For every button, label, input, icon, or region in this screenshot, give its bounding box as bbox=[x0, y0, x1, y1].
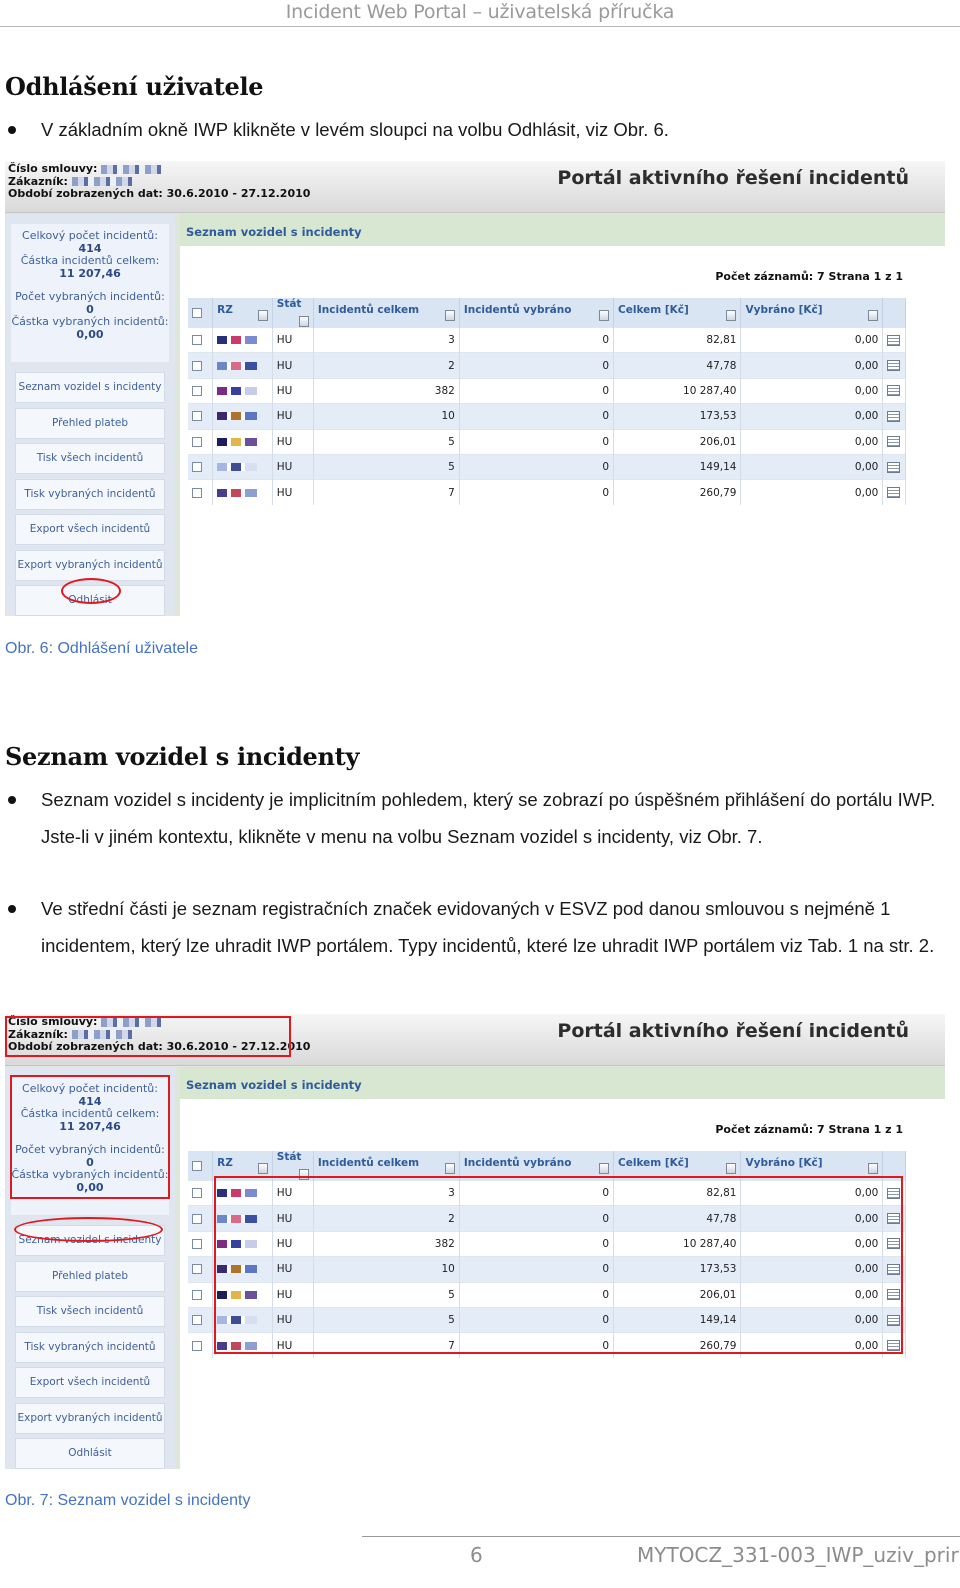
menu-export-all[interactable]: Export všech incidentů bbox=[15, 1367, 165, 1398]
detail-icon[interactable] bbox=[887, 360, 900, 371]
selected-czk-cell: 0,00 bbox=[741, 454, 883, 479]
row-select-cell bbox=[188, 378, 213, 403]
incidents-total-cell: 10 bbox=[313, 1257, 459, 1282]
detail-cell bbox=[883, 378, 906, 403]
col-incidents-selected[interactable] bbox=[459, 298, 613, 328]
masked-plate bbox=[217, 489, 257, 497]
detail-icon[interactable] bbox=[887, 436, 900, 447]
masked-value bbox=[101, 165, 161, 174]
column-label: Celkem [Kč] bbox=[618, 1157, 689, 1169]
selected-czk-cell: 0,00 bbox=[741, 1333, 883, 1358]
state-cell: HU bbox=[272, 429, 313, 454]
incidents-total-cell: 382 bbox=[313, 1231, 459, 1256]
state-cell: HU bbox=[272, 1333, 313, 1358]
selected-czk-cell: 0,00 bbox=[741, 328, 883, 353]
bullet-marker bbox=[8, 126, 16, 134]
col-state[interactable] bbox=[272, 298, 313, 328]
bullet-marker bbox=[8, 796, 16, 804]
incidents-selected-cell: 0 bbox=[459, 454, 613, 479]
row-checkbox[interactable] bbox=[192, 1315, 202, 1325]
row-checkbox[interactable] bbox=[192, 1188, 202, 1198]
selected-amount: 0,00 bbox=[76, 327, 104, 341]
total-amount: 11 207,46 bbox=[59, 1119, 121, 1133]
row-checkbox[interactable] bbox=[192, 437, 202, 447]
state-cell: HU bbox=[272, 1257, 313, 1282]
masked-value bbox=[72, 177, 132, 186]
row-select-cell bbox=[188, 404, 213, 429]
sort-icon[interactable] bbox=[726, 1163, 736, 1174]
selected-count: 0 bbox=[86, 302, 94, 316]
total-czk-cell: 206,01 bbox=[614, 429, 741, 454]
total-amount-label: Částka incidentů celkem: bbox=[20, 1107, 160, 1120]
incidents-total-cell: 10 bbox=[313, 404, 459, 429]
total-amount-label: Částka incidentů celkem: bbox=[20, 254, 160, 267]
state-cell: HU bbox=[272, 1231, 313, 1256]
vehicle-table bbox=[188, 298, 906, 505]
records-info: Počet záznamů: 7 Strana 1 z 1 bbox=[715, 1123, 903, 1136]
column-label: RZ bbox=[217, 304, 233, 316]
detail-icon[interactable] bbox=[887, 335, 900, 346]
row-select-cell bbox=[188, 328, 213, 353]
sort-icon[interactable] bbox=[599, 310, 609, 321]
highlight-table-rows bbox=[214, 1176, 903, 1354]
sort-icon[interactable] bbox=[726, 310, 736, 321]
incidents-total-cell: 382 bbox=[313, 378, 459, 403]
rz-cell bbox=[213, 404, 273, 429]
column-label: Stát bbox=[276, 298, 302, 310]
masked-plate bbox=[217, 336, 257, 344]
masked-plate bbox=[217, 438, 257, 446]
state-cell: HU bbox=[272, 353, 313, 378]
incidents-selected-cell: 0 bbox=[459, 1231, 613, 1256]
masked-plate bbox=[217, 463, 257, 471]
detail-icon[interactable] bbox=[887, 411, 900, 422]
highlight-summary bbox=[10, 1075, 170, 1199]
total-count: 414 bbox=[78, 241, 102, 255]
incidents-selected-cell: 0 bbox=[459, 378, 613, 403]
tab-vehicle-list[interactable]: Seznam vozidel s incidenty bbox=[186, 1078, 362, 1092]
row-checkbox[interactable] bbox=[192, 1341, 202, 1351]
selected-amount-label: Částka vybraných incidentů: bbox=[11, 315, 169, 328]
section-heading-vehicle-list: Seznam vozidel s incidenty bbox=[5, 742, 360, 771]
row-checkbox[interactable] bbox=[192, 1290, 202, 1300]
column-label: Incidentů vybráno bbox=[463, 1157, 572, 1169]
highlight-contract-info bbox=[5, 1016, 291, 1057]
menu-vehicle-list[interactable]: Seznam vozidel s incidenty bbox=[15, 1225, 165, 1256]
masked-plate bbox=[217, 387, 257, 395]
menu-print-selected[interactable]: Tisk vybraných incidentů bbox=[15, 1332, 165, 1363]
col-incidents-total[interactable] bbox=[313, 298, 459, 328]
selected-czk-cell: 0,00 bbox=[741, 1181, 883, 1206]
incidents-selected-cell: 0 bbox=[459, 1257, 613, 1282]
total-czk-cell: 206,01 bbox=[614, 1282, 741, 1307]
highlight-menu-vehicle-list bbox=[14, 1217, 163, 1242]
table-row[interactable] bbox=[188, 328, 906, 353]
menu-payments[interactable]: Přehled plateb bbox=[15, 408, 165, 439]
bullet-marker bbox=[8, 905, 16, 913]
page-number: 6 bbox=[470, 1543, 483, 1567]
state-cell: HU bbox=[272, 454, 313, 479]
select-all-checkbox[interactable] bbox=[192, 1161, 202, 1171]
row-checkbox[interactable] bbox=[192, 488, 202, 498]
customer-label: Zákazník: bbox=[8, 174, 68, 188]
sort-icon[interactable] bbox=[599, 1163, 609, 1174]
screenshot-vehicle-list bbox=[5, 1014, 945, 1469]
menu-payments[interactable]: Přehled plateb bbox=[15, 1261, 165, 1292]
selected-count-label: Počet vybraných incidentů: bbox=[15, 1143, 165, 1156]
actions-header bbox=[883, 298, 906, 328]
row-checkbox[interactable] bbox=[192, 1264, 202, 1274]
col-selected-czk[interactable] bbox=[741, 298, 883, 328]
selected-czk-cell: 0,00 bbox=[741, 480, 883, 505]
column-label: Stát bbox=[276, 1151, 302, 1163]
row-select-cell bbox=[188, 1231, 213, 1256]
menu-logout[interactable]: Odhlásit bbox=[15, 1438, 165, 1469]
sort-icon[interactable] bbox=[868, 1163, 878, 1174]
rz-cell bbox=[213, 378, 273, 403]
select-all-cell bbox=[188, 1151, 213, 1181]
period-label: Období zobrazených dat: bbox=[8, 1040, 163, 1053]
total-czk-cell: 47,78 bbox=[614, 1206, 741, 1231]
state-cell: HU bbox=[272, 328, 313, 353]
table-row[interactable] bbox=[188, 404, 906, 429]
total-czk-cell: 173,53 bbox=[614, 1257, 741, 1282]
incidents-total-cell: 2 bbox=[313, 353, 459, 378]
incidents-total-cell: 2 bbox=[313, 1206, 459, 1231]
state-cell: HU bbox=[272, 1206, 313, 1231]
detail-icon[interactable] bbox=[887, 385, 900, 396]
menu-print-all[interactable]: Tisk všech incidentů bbox=[15, 443, 165, 474]
state-cell: HU bbox=[272, 404, 313, 429]
row-select-cell bbox=[188, 454, 213, 479]
contract-info bbox=[8, 163, 310, 201]
rz-cell bbox=[213, 480, 273, 505]
running-header: Incident Web Portal – uživatelská příručka bbox=[0, 0, 960, 27]
incidents-selected-cell: 0 bbox=[459, 480, 613, 505]
incident-summary bbox=[11, 224, 169, 362]
total-czk-cell: 149,14 bbox=[614, 1307, 741, 1332]
menu-logout[interactable]: Odhlásit bbox=[15, 585, 165, 616]
total-czk-cell: 149,14 bbox=[614, 454, 741, 479]
incidents-total-cell: 3 bbox=[313, 328, 459, 353]
detail-icon[interactable] bbox=[887, 487, 900, 498]
detail-cell bbox=[883, 429, 906, 454]
state-cell: HU bbox=[272, 1181, 313, 1206]
column-label: Vybráno [Kč] bbox=[745, 304, 823, 316]
row-select-cell bbox=[188, 1333, 213, 1358]
incidents-selected-cell: 0 bbox=[459, 1181, 613, 1206]
document-id: MYTOCZ_331-003_IWP_uziv_prir bbox=[637, 1543, 959, 1567]
table-row[interactable] bbox=[188, 454, 906, 479]
selected-czk-cell: 0,00 bbox=[741, 1206, 883, 1231]
incidents-selected-cell: 0 bbox=[459, 404, 613, 429]
period-value: 30.6.2010 - 27.12.2010 bbox=[166, 187, 311, 200]
incidents-total-cell: 7 bbox=[313, 1333, 459, 1358]
col-total-czk[interactable] bbox=[614, 298, 741, 328]
masked-plate bbox=[217, 362, 257, 370]
row-checkbox[interactable] bbox=[192, 386, 202, 396]
contract-label: Číslo smlouvy: bbox=[8, 1015, 98, 1028]
sort-icon[interactable] bbox=[445, 310, 455, 321]
incidents-selected-cell: 0 bbox=[459, 1333, 613, 1358]
selected-count-label: Počet vybraných incidentů: bbox=[15, 290, 165, 303]
total-count-label: Celkový počet incidentů: bbox=[22, 229, 158, 242]
menu-export-selected[interactable]: Export vybraných incidentů bbox=[15, 550, 165, 581]
row-select-cell bbox=[188, 1307, 213, 1332]
selected-count: 0 bbox=[86, 1155, 94, 1169]
customer-label: Zákazník: bbox=[8, 1027, 68, 1041]
vehicle-list-paragraph-2: Ve střední části je seznam registračních značek evidovaných v ESVZ pod danou smlouvou s nejméně 1 incidentem, který lze uhradit IWP portálem. Typy incidentů, které lze uhradit IWP portálem viz Tab. 1 na str. 2. bbox=[41, 898, 935, 956]
incidents-selected-cell: 0 bbox=[459, 328, 613, 353]
state-cell: HU bbox=[272, 1307, 313, 1332]
portal-title: Portál aktivního řešení incidentů bbox=[557, 1020, 909, 1042]
menu-print-selected[interactable]: Tisk vybraných incidentů bbox=[15, 479, 165, 510]
detail-cell bbox=[883, 328, 906, 353]
menu-print-all[interactable]: Tisk všech incidentů bbox=[15, 1296, 165, 1327]
tab-bar bbox=[180, 1067, 945, 1099]
selected-czk-cell: 0,00 bbox=[741, 1257, 883, 1282]
records-info: Počet záznamů: 7 Strana 1 z 1 bbox=[715, 270, 903, 283]
masked-plate bbox=[217, 412, 257, 420]
column-label: Incidentů celkem bbox=[317, 1157, 420, 1169]
total-count-label: Celkový počet incidentů: bbox=[22, 1082, 158, 1095]
total-czk-cell: 82,81 bbox=[614, 1181, 741, 1206]
row-checkbox[interactable] bbox=[192, 335, 202, 345]
total-czk-cell: 260,79 bbox=[614, 1333, 741, 1358]
table-row[interactable] bbox=[188, 480, 906, 505]
table-row[interactable] bbox=[188, 353, 906, 378]
contract-label: Číslo smlouvy: bbox=[8, 162, 98, 175]
sort-icon[interactable] bbox=[445, 1163, 455, 1174]
total-amount: 11 207,46 bbox=[59, 266, 121, 280]
row-checkbox[interactable] bbox=[192, 1214, 202, 1224]
highlight-logout bbox=[61, 578, 121, 604]
incidents-selected-cell: 0 bbox=[459, 1307, 613, 1332]
sort-icon[interactable] bbox=[299, 316, 309, 327]
column-label: Incidentů vybráno bbox=[463, 304, 572, 316]
incidents-selected-cell: 0 bbox=[459, 429, 613, 454]
figure-caption-7: Obr. 7: Seznam vozidel s incidenty bbox=[5, 1492, 251, 1509]
tab-vehicle-list[interactable]: Seznam vozidel s incidenty bbox=[186, 225, 362, 239]
select-all-cell bbox=[188, 298, 213, 328]
selected-czk-cell: 0,00 bbox=[741, 1231, 883, 1256]
incidents-total-cell: 5 bbox=[313, 1282, 459, 1307]
total-czk-cell: 10 287,40 bbox=[614, 378, 741, 403]
select-all-checkbox[interactable] bbox=[192, 308, 202, 318]
section-heading-logout: Odhlášení uživatele bbox=[5, 72, 264, 101]
incidents-selected-cell: 0 bbox=[459, 1282, 613, 1307]
row-select-cell bbox=[188, 429, 213, 454]
logout-instruction: V základním okně IWP klikněte v levém sloupci na volbu Odhlásit, viz Obr. 6. bbox=[41, 119, 669, 140]
selected-czk-cell: 0,00 bbox=[741, 1307, 883, 1332]
state-cell: HU bbox=[272, 1282, 313, 1307]
incidents-total-cell: 5 bbox=[313, 454, 459, 479]
tab-bar bbox=[180, 214, 945, 246]
detail-cell bbox=[883, 353, 906, 378]
menu-vehicle-list[interactable]: Seznam vozidel s incidenty bbox=[15, 372, 165, 403]
row-checkbox[interactable] bbox=[192, 411, 202, 421]
period-value: 30.6.2010 - 27.12.2010 bbox=[166, 1040, 311, 1053]
sort-icon[interactable] bbox=[258, 310, 268, 321]
row-checkbox[interactable] bbox=[192, 462, 202, 472]
table-row[interactable] bbox=[188, 378, 906, 403]
incidents-total-cell: 5 bbox=[313, 1307, 459, 1332]
rz-cell bbox=[213, 353, 273, 378]
portal-sidebar bbox=[5, 214, 175, 616]
screenshot-logout bbox=[5, 161, 945, 616]
portal-content bbox=[180, 214, 945, 616]
column-label: RZ bbox=[217, 1157, 233, 1169]
table-row[interactable] bbox=[188, 429, 906, 454]
selected-czk-cell: 0,00 bbox=[741, 404, 883, 429]
incidents-selected-cell: 0 bbox=[459, 1206, 613, 1231]
menu-export-selected[interactable]: Export vybraných incidentů bbox=[15, 1403, 165, 1434]
incidents-total-cell: 5 bbox=[313, 429, 459, 454]
selected-amount: 0,00 bbox=[76, 1180, 104, 1194]
total-czk-cell: 10 287,40 bbox=[614, 1231, 741, 1256]
rz-cell bbox=[213, 429, 273, 454]
menu-export-all[interactable]: Export všech incidentů bbox=[15, 514, 165, 545]
total-count: 414 bbox=[78, 1094, 102, 1108]
incidents-total-cell: 3 bbox=[313, 1181, 459, 1206]
detail-icon[interactable] bbox=[887, 462, 900, 473]
row-select-cell bbox=[188, 480, 213, 505]
column-label: Celkem [Kč] bbox=[618, 304, 689, 316]
rz-cell bbox=[213, 328, 273, 353]
portal-title: Portál aktivního řešení incidentů bbox=[557, 167, 909, 189]
row-select-cell bbox=[188, 1181, 213, 1206]
total-czk-cell: 260,79 bbox=[614, 480, 741, 505]
row-select-cell bbox=[188, 353, 213, 378]
selected-czk-cell: 0,00 bbox=[741, 429, 883, 454]
table-header bbox=[188, 298, 906, 328]
selected-czk-cell: 0,00 bbox=[741, 353, 883, 378]
sort-icon[interactable] bbox=[868, 310, 878, 321]
selected-czk-cell: 0,00 bbox=[741, 1282, 883, 1307]
row-checkbox[interactable] bbox=[192, 361, 202, 371]
row-select-cell bbox=[188, 1282, 213, 1307]
detail-cell bbox=[883, 454, 906, 479]
column-label: Incidentů celkem bbox=[317, 304, 420, 316]
footer-divider bbox=[362, 1536, 960, 1537]
selected-amount-label: Částka vybraných incidentů: bbox=[11, 1168, 169, 1181]
detail-cell bbox=[883, 480, 906, 505]
rz-cell bbox=[213, 454, 273, 479]
period-label: Období zobrazených dat: bbox=[8, 187, 163, 200]
total-czk-cell: 47,78 bbox=[614, 353, 741, 378]
figure-caption-6: Obr. 6: Odhlášení uživatele bbox=[5, 640, 198, 657]
row-select-cell bbox=[188, 1257, 213, 1282]
column-label: Vybráno [Kč] bbox=[745, 1157, 823, 1169]
row-select-cell bbox=[188, 1206, 213, 1231]
selected-czk-cell: 0,00 bbox=[741, 378, 883, 403]
sort-icon[interactable] bbox=[258, 1163, 268, 1174]
portal-topbar bbox=[5, 161, 945, 213]
col-rz[interactable] bbox=[213, 298, 273, 328]
incidents-selected-cell: 0 bbox=[459, 353, 613, 378]
total-czk-cell: 82,81 bbox=[614, 328, 741, 353]
state-cell: HU bbox=[272, 480, 313, 505]
detail-cell bbox=[883, 404, 906, 429]
state-cell: HU bbox=[272, 378, 313, 403]
incidents-total-cell: 7 bbox=[313, 480, 459, 505]
vehicle-list-paragraph-1: Seznam vozidel s incidenty je implicitním pohledem, který se zobrazí po úspěšném přihlášení do portálu IWP. Jste-li v jiném kontextu, klikněte v menu na volbu Seznam vozidel s incidenty, viz Obr. 7. bbox=[41, 789, 936, 847]
total-czk-cell: 173,53 bbox=[614, 404, 741, 429]
row-checkbox[interactable] bbox=[192, 1239, 202, 1249]
